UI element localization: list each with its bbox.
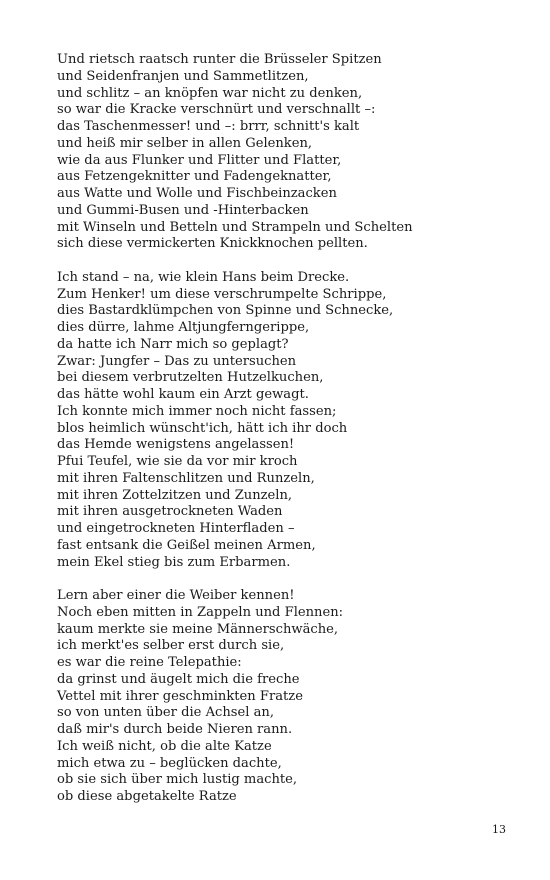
- poem-line: ob diese abgetakelte Ratze: [57, 789, 237, 804]
- poem-line: und Seidenfranjen und Sammetlitzen,: [57, 68, 309, 84]
- poem-line: Zwar: Jungfer – Das zu untersuchen: [57, 353, 297, 369]
- page-number: 13: [492, 823, 506, 836]
- poem-line: mit ihren Faltenschlitzen und Runzeln,: [57, 470, 315, 486]
- poem-line: Noch eben mitten in Zappeln und Flennen:: [57, 604, 344, 620]
- poem-line: mein Ekel stieg bis zum Erbarmen.: [57, 554, 291, 570]
- poem-line: mich etwa zu – beglücken dachte,: [57, 755, 282, 771]
- poem-line: und Gummi-Busen und -Hinterbacken: [57, 202, 309, 218]
- poem-line: ich merkt'es selber erst durch sie,: [57, 638, 285, 654]
- poem-line: so von unten über die Achsel an,: [57, 705, 275, 721]
- poem-line: sich diese vermickerten Knickknochen pellten.: [57, 236, 368, 252]
- poem-line: Vettel mit ihrer geschminkten Fratze: [57, 688, 303, 704]
- poem-line: aus Watte und Wolle und Fischbeinzacken: [57, 186, 337, 201]
- poem-line: Lern aber einer die Weiber kennen!: [57, 588, 295, 603]
- poem-line: es war die reine Telepathie:: [57, 655, 242, 670]
- stanza-2: [57, 270, 517, 572]
- poem-line: Pfui Teufel, wie sie da vor mir kroch: [57, 454, 298, 469]
- poem-line: da grinst und äugelt mich die freche: [57, 671, 300, 687]
- poem-line: fast entsank die Geißel meinen Armen,: [57, 537, 316, 553]
- poem-line: dies Bastardklümpchen von Spinne und Schnecke,: [57, 303, 394, 319]
- poem-line: mit Winseln und Betteln und Strampeln und Schelten: [57, 219, 413, 235]
- poem-line: aus Fetzengeknitter und Fadengeknatter,: [57, 169, 332, 185]
- stanza-1: [57, 52, 517, 253]
- poem-line: und eingetrockneten Hinterfladen –: [57, 521, 295, 536]
- poem-line: Ich konnte mich immer noch nicht fassen;: [57, 403, 337, 419]
- poem-line: dies dürre, lahme Altjungferngerippe,: [57, 320, 310, 335]
- poem-line: blos heimlich wünscht'ich, hätt ich ihr doch: [57, 420, 348, 436]
- poem-line: das Taschenmesser! und –: brrr, schnitt's kalt: [57, 119, 360, 134]
- stanza-3: [57, 588, 517, 806]
- poem-line: Ich stand – na, wie klein Hans beim Drecke.: [57, 269, 350, 285]
- poem-line: das hätte wohl kaum ein Arzt gewagt.: [57, 387, 309, 402]
- poem-line: und heiß mir selber in allen Gelenken,: [57, 135, 313, 151]
- poem-text: [57, 52, 517, 806]
- poem-line: daß mir's durch beide Nieren rann.: [57, 722, 293, 737]
- poem-line: Und rietsch raatsch runter die Brüsseler Spitzen: [57, 52, 382, 67]
- poem-line: bei diesem verbrutzelten Hutzelkuchen,: [57, 370, 324, 386]
- poem-line: das Hemde wenigstens angelassen!: [57, 437, 295, 453]
- poem-line: Zum Henker! um diese verschrumpelte Schrippe,: [57, 286, 387, 302]
- poem-line: mit ihren ausgetrockneten Waden: [57, 504, 283, 520]
- poem-line: wie da aus Flunker und Flitter und Flatter,: [57, 152, 342, 168]
- poem-line: ob sie sich über mich lustig machte,: [57, 772, 298, 788]
- poem-line: kaum merkte sie meine Männerschwäche,: [57, 621, 339, 637]
- poem-line: und schlitz – an knöpfen war nicht zu denken,: [57, 85, 363, 101]
- poem-line: da hatte ich Narr mich so geplagt?: [57, 336, 289, 352]
- poem-line: mit ihren Zottelzitzen und Zunzeln,: [57, 487, 293, 503]
- poem-line: Ich weiß nicht, ob die alte Katze: [57, 738, 272, 754]
- poem-line: so war die Kracke verschnürt und verschnallt –:: [57, 102, 376, 118]
